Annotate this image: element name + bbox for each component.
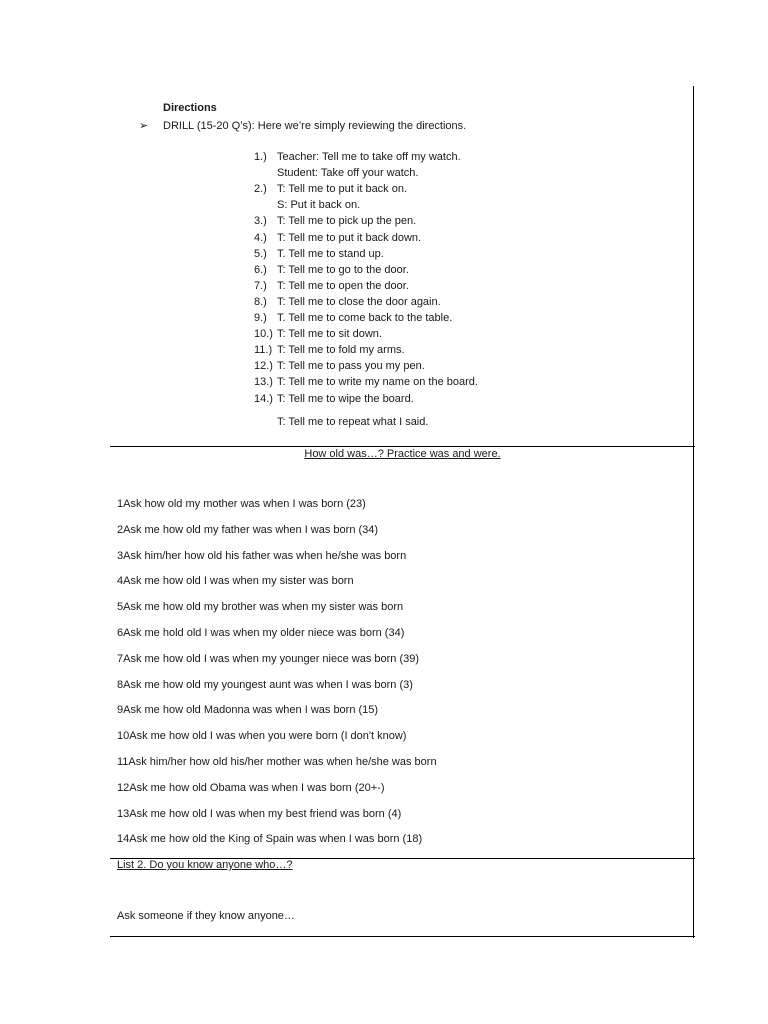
- drill-item-number: 13.): [254, 376, 273, 389]
- table-right-border: [693, 86, 694, 938]
- question-item: 3Ask him/her how old his father was when he/she was born: [117, 549, 407, 562]
- drill-item-number: 5.): [254, 247, 267, 260]
- question-item: 11Ask him/her how old his/her mother was when he/she was born: [117, 756, 437, 768]
- drill-item-text: T: Tell me to sit down.: [277, 328, 382, 341]
- drill-item: [254, 264, 409, 276]
- list2-title: List 2. Do you know anyone who…?: [117, 859, 293, 871]
- drill-item: [254, 151, 461, 163]
- drill-bullet: [139, 119, 466, 132]
- drill-item-number: 1.): [254, 151, 267, 163]
- drill-item-text: T: Tell me to write my name on the board.: [277, 376, 478, 389]
- drill-item: [254, 232, 421, 244]
- drill-item: [254, 344, 405, 356]
- drill-item-number: 9.): [254, 312, 267, 324]
- drill-item: [254, 296, 441, 308]
- question-item: 12Ask me how old Obama was when I was born (20+-): [117, 781, 385, 794]
- question-item: 7Ask me how old I was when my younger niece was born (39): [117, 652, 420, 665]
- drill-item: [254, 393, 414, 405]
- drill-item-text: S: Put it back on.: [277, 199, 361, 212]
- question-item: 10Ask me how old I was when you were born (I don't know): [117, 730, 407, 743]
- drill-item-text: T. Tell me to come back to the table.: [277, 312, 453, 324]
- drill-item: [254, 215, 416, 227]
- drill-item-text: T: Tell me to put it back down.: [277, 231, 422, 244]
- drill-item-text: T: Tell me to wipe the board.: [277, 392, 414, 405]
- drill-item-number: 6.): [254, 263, 267, 276]
- drill-item: [254, 167, 418, 179]
- drill-item-text: Student: Take off your watch.: [277, 167, 419, 180]
- drill-item-number: 14.): [254, 392, 273, 405]
- drill-item-number: 3.): [254, 215, 267, 228]
- question-item: 14Ask me how old the King of Spain was when I was born (18): [117, 833, 423, 846]
- drill-item-text: T: Tell me to close the door again.: [277, 295, 441, 308]
- question-item: 6Ask me hold old I was when my older niece was born (34): [117, 627, 405, 639]
- drill-item-text: T: Tell me to pass you my pen.: [277, 360, 425, 373]
- drill-item-number: 11.): [254, 344, 273, 357]
- section-divider-bottom: [110, 936, 695, 937]
- question-item: 13Ask me how old I was when my best friend was born (4): [117, 807, 402, 820]
- drill-item-number: 10.): [254, 328, 273, 341]
- question-item: 9Ask me how old Madonna was when I was born (15): [117, 704, 379, 717]
- question-item: 1Ask how old my mother was when I was born (23): [117, 498, 366, 510]
- how-old-title: How old was…? Practice was and were.: [304, 448, 501, 460]
- directions-heading: Directions: [163, 102, 217, 114]
- drill-item: [254, 360, 425, 372]
- drill-item-text: Teacher: Tell me to take off my watch.: [277, 151, 461, 163]
- drill-item: [254, 280, 409, 292]
- question-item: 4Ask me how old I was when my sister was born: [117, 575, 354, 588]
- arrow-bullet-icon: ➢: [139, 120, 149, 132]
- drill-closing-line: T: Tell me to repeat what I said.: [277, 416, 429, 428]
- drill-item: [254, 199, 360, 211]
- drill-item: [254, 312, 452, 324]
- question-item: 8Ask me how old my youngest aunt was when I was born (3): [117, 678, 413, 691]
- drill-item: [254, 248, 384, 260]
- drill-bullet-text: DRILL (15-20 Q’s): Here we’re simply reviewing the directions.: [163, 120, 467, 132]
- drill-item-number: 2.): [254, 183, 267, 196]
- drill-item-number: 8.): [254, 295, 267, 308]
- drill-item: [254, 376, 478, 388]
- drill-item-text: T: Tell me to put it back on.: [277, 183, 408, 196]
- drill-item-text: T: Tell me to fold my arms.: [277, 344, 405, 357]
- section-divider-top: [110, 446, 695, 447]
- drill-item-text: T: Tell me to open the door.: [277, 279, 409, 292]
- drill-item-text: T: Tell me to go to the door.: [277, 263, 409, 276]
- list2-text: Ask someone if they know anyone…: [117, 910, 295, 922]
- question-item: 5Ask me how old my brother was when my sister was born: [117, 601, 404, 614]
- drill-item-number: 12.): [254, 360, 273, 373]
- drill-item: [254, 183, 407, 195]
- drill-item-number: 4.): [254, 231, 267, 244]
- drill-item-text: T: Tell me to pick up the pen.: [277, 215, 417, 228]
- drill-item-text: T. Tell me to stand up.: [277, 247, 384, 260]
- drill-item-number: 7.): [254, 279, 267, 292]
- question-item: 2Ask me how old my father was when I was born (34): [117, 523, 379, 536]
- drill-item: [254, 328, 382, 340]
